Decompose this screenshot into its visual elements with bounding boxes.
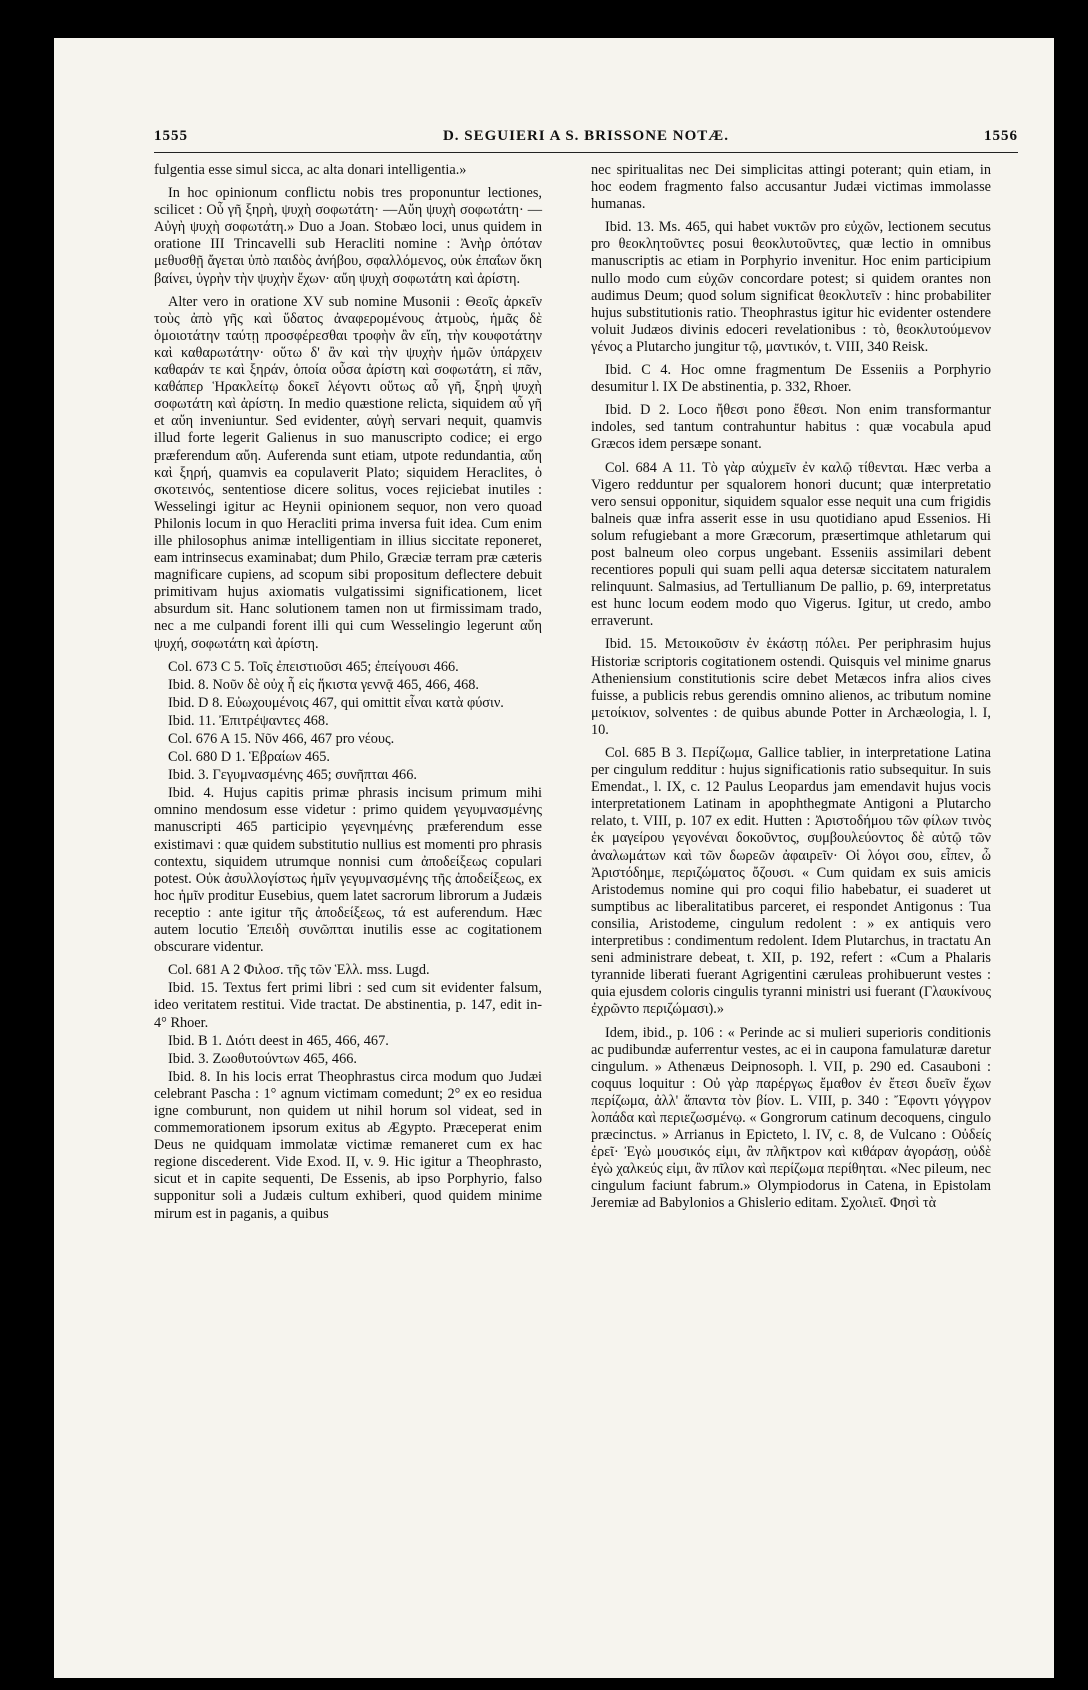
running-title: D. SEGUIERI A S. BRISSONE NOTÆ. [442, 128, 730, 144]
page-number-right: 1556 [984, 128, 1018, 144]
note-entry: Ibid. 8. Νοῦν δὲ οὐχ ἧ εἰς ἥκιστα γεννᾷ 465, 466, 468. [168, 676, 479, 693]
note-entry: Col. 684 A 11. Τὸ γὰρ αὐχμεῖν ἐν καλῷ τίθενται. Hæc verba a Vigero redduntur per squalorem honori ducunt; quæ interpretatio vero sensui opponitur, siquidem squalor esse nequit una cum frigidis balneis quæ infra asserit esse in usu quotidiano apud Essenios. Hi solum refugiebant a more Græcorum, præsertimque athletarum qui post balneum oleo corpus ungebant. Esseniis assimilari debent recentiores populi qui suam pelli aqua detersæ siccitatem naturalem relinquunt. Salmasius, ad Tertullianum De pallio, p. 69, interpretatus est hunc locum eodem modo quo Vigerus. Igitur, ut credo, ambo erraverunt. [591, 459, 991, 630]
paragraph: fulgentia esse simul sicca, ac alta donari intelligentia.» [154, 162, 467, 178]
running-header [154, 126, 1018, 153]
note-entry: Ibid. B 1. Διότι deest in 465, 466, 467. [168, 1032, 389, 1049]
page [54, 38, 1054, 1678]
note-entry: Ibid. D 8. Εὐωχουμένοις 467, qui omittit εἶναι κατὰ φύσιν. [168, 694, 504, 711]
note-entry: Ibid. 15. Μετοικοῦσιν ἐν ἑκάστῃ πόλει. Per periphrasim hujus Historiæ scriptoris cogitationem ostendi. Quisquis vel minime gnarus Atheniensium constitutionis scire debet Metæcos infra alios cives fuisse, a publicis rebus gerendis omnino alienos, ac tributum nomine μετοίκιον, solventes : de quibus abunde Potter in Archæologia, l. I, 10. [591, 636, 991, 738]
note-entry: Ibid. 8. In his locis errat Theophrastus circa modum quo Judæi celebrant Pascha : 1° agnum victimam comedunt; 2° ex eo residua igne comburunt, non quidem ut nihil horum sol videat, sed in commemorationem ipsorum exitus ab Ægypto. Præceperat enim Deus ne quidquam immolatæ victimæ remaneret cum ex hac regione discederent. Vide Exod. II, v. 9. Hic igitur a Theophrasto, sicut et in capite sequenti, De Essenis, ab ipso Porphyrio, falso supponitur soli a Judæis cultum exhiberi, quod quidem minime mirum est in paganis, a quibus [154, 1068, 542, 1222]
note-entry: Ibid. 11. Ἐπιτρέψαντες 468. [168, 712, 329, 729]
note-entry: Ibid. 3. Ζωοθυτούντων 465, 466. [168, 1050, 357, 1067]
note-entry: Col. 685 B 3. Περίζωμα, Gallice tablier, in interpretatione Latina per cingulum redditur : hujus significationis ratio subsequitur. In suis Emendat., l. IX, c. 12 Paulus Leopardus jam emendavit hujus vocis interpretationem Latinam in apophthegmate Antigoni a Plutarcho relato, t. VIII, p. 107 ex edit. Hutten : Ἀριστοδήμου τῶν φίλων τινὸς ἐκ μαγείρου γεγονέναι δοκοῦντος, συμβουλεύοντος δὲ αὐτῷ τῶν ἀναλωμάτων καὶ τῶν δωρεῶν ἀφαιρεῖν· Οἱ λόγοι σου, εἶπεν, ὦ Ἀριστόδημε, περιζώματος ὄζουσι. « Cum quidam ex suis amicis Aristodemus nomine qui pro coqui filio habebatur, ei suaderet ut sumptibus ac liberalitatibus parceret, ei respondet Antigonus : Tua consilia, Aristodeme, cingulum redolent : » ex antiquis vero interpretibus : condimentum redolent. Idem Plutarchus, in tractatu An seni administrare debeat, t. XII, p. 192, refert : «Cum a Phalaris tyrannide liberati fuerant Agrigentini cæruleas prohibuerunt vestes : quia ejusdem coloris cingulis tyranni ministri usi fuerant (Γλαυκίνους ἐχρῶντο περιζώμασι).» [591, 745, 991, 1018]
note-entry: Col. 673 C 5. Τοῖς ἐπειστιοῦσι 465; ἐπείγουσι 466. [168, 658, 459, 675]
note-entry: Ibid. C 4. Hoc omne fragmentum De Esseniis a Porphyrio desumitur l. IX De abstinentia, p. 332, Rhoer. [591, 362, 991, 396]
note-entry: Col. 676 A 15. Νῦν 466, 467 pro νέους. [168, 731, 395, 747]
note-entry: Col. 680 D 1. Ἑβραίων 465. [168, 749, 330, 766]
note-entry: Idem, ibid., p. 106 : « Perinde ac si mulieri superioris conditionis ac pudibundæ auferrentur vestes, ac ei in caupona famulaturæ daretur cingulum. » Athenæus Deipnosoph. l. VII, p. 290 ed. Casauboni : coquus loquitur : Οὐ γὰρ παρέργως ἔμαθον ἐν ἔτεσι δυεῖν ἔχων περίζωμα, ἀλλ' ἅπαντα τὸν βίον. L. VIII, p. 340 : Ἔφοντι γόγγρον λοπάδα καὶ περιεζωσμένῳ. « Gongrorum catinum decoquens, cingulo præcinctus. » Arrianus in Epicteto, l. IV, c. 8, de Vulcano : Οὐδείς ἐρεῖ· Ἐγὼ μουσικός εἰμι, ἂν πλῆκτρον καὶ κιθάραν ἀγοράσῃ, οὐδὲ ἐγὼ χαλκεύς εἰμι, ἂν πῖλον καὶ περίζωμα περίθηται. «Nec pileum, nec cingulum faciunt fabrum.» Olympiodorus in Catena, in Epistolam Jeremiæ ad Babylonios a Ghislerio editam. Σχολιεῖ. Φησὶ τὰ [591, 1024, 991, 1212]
paragraph: nec spiritualitas nec Dei simplicitas attingi poterant; quin etiam, in hoc eodem fragmento falso accusantur Judæi victimas immolasse humanas. [591, 162, 991, 213]
paragraph: In hoc opinionum conflictu nobis tres proponuntur lectiones, scilicet : Οὗ γῆ ξηρὴ, ψυχὴ σοφωτάτη· —Αὔη ψυχὴ σοφωτάτη· — Αὐγὴ ψυχὴ σοφωτάτη.» Duo a Joan. Stobæo loci, unus quidem in oratione III Trincavelli sub Heracliti nomine : Ἀνὴρ ὁπόταν μεθυσθῇ ἄγεται ὑπὸ παιδὸς ἀνήβου, σφαλλόμενος, οὐκ ἐπαΐων ὅκη βαίνει, ὑγρὴν τὴν ψυχὴν ἔχων· αὔη ψυχὴ σοφωτάτη καὶ ἀρίστη. [154, 185, 542, 287]
note-entry: Ibid. 15. Textus fert primi libri : sed cum sit evidenter falsum, ideo veritatem restitui. Vide tractat. De abstinentia, p. 147, edit in-4° Rhoer. [154, 980, 542, 1031]
note-entry: Ibid. 3. Γεγυμνασμένης 465; συνῆπται 466. [168, 767, 417, 784]
paragraph: Alter vero in oratione XV sub nomine Musonii : Θεοῖς ἀρκεῖν τοὺς ἀπὸ γῆς καὶ ὕδατος ἀναφερομένους ἀτμοὺς, ἡμᾶς δὲ ὁμοιοτάτην ταύτῃ προσφέρεσθαι τροφὴν ἂν εἴη, τὴν κουφοτάτην καὶ καθαρωτάτην· οὕτω δ' ἂν καὶ τὴν ψυχὴν ἡμῶν ὑπάρχειν καθαράν τε καὶ ξηράν, ὁποία οὖσα ἀρίστη καὶ σοφωτάτη, εἰ πᾶν, καθάπερ Ἡρακλείτῳ δοκεῖ λέγοντι οὕτως αὖ γῆ, ξηρὴ ψυχὴ σοφωτάτη καὶ ἀρίστη. In medio quæstione relicta, siquidem αὖ γῆ et αὔη inveniuntur. Sed evidenter, αὐγὴ servari nequit, quamvis illud forte legerit Galienus in suo manuscripto codice; ei ergo præferendum αὔη. Auferenda sunt etiam, utpote redundantia, αὔη καὶ ξηρή, quamvis ea copulaverit Plato; siquidem Heraclites, ὁ σκοτεινός, sententiose dicere solitus, voces rejiciebat inutiles : Wesselingi igitur ac Heynii opinionem sequor, non vero quoad Philonis locum in quo Heracliti prima inversa fuit idea. Cum enim ille philosophus animæ intelligentiam in illius siccitate reponeret, eam intrinsecus examinabat; dum Philo, Græciæ terram præ cæteris magnificare cupiens, ad scopum sibi propositum deflectere debuit primitivam hujus axiomatis vulgatissimi significationem, licet absurdum sit. Hanc solutionem tamen non ut firmissimam trado, nec a me culpandi forent illi qui cum Wesselingio legerunt αὔη ψυχή, σοφωτάτη καὶ ἀρίστη. [154, 293, 542, 652]
note-entry: Ibid. D 2. Loco ἤθεσι pono ἔθεσι. Non enim transformantur indoles, sed tantum contrahuntur habitus : quæ vocabula apud Græcos idem persæpe sonant. [591, 402, 991, 453]
left-column [154, 162, 542, 1229]
note-entry: Col. 681 A 2 Φιλοσ. τῆς τῶν Ἑλλ. mss. Lugd. [168, 962, 430, 979]
note-entry: Ibid. 4. Hujus capitis primæ phrasis incisum primum mihi omnino mendosum esse videtur : primo quidem γεγυμνασμένης manuscripti 465 participio γεγενημένης præferendum esse existimavi : quæ quidem substitutio nullius est momenti pro phrasis contextu, siquidem utrumque nonnisi cum ἀποδείξεως copulari potest. Οὐκ ἀσυλλογίστως ἡμῖν γεγυμνασμένης τῆς ἀποδείξεως, ex hoc ἡμῖν proditur Eusebius, quem latet sacrorum librorum a Judæis receptio : ante igitur τῆς ἀποδείξεως, τά est auferendum. Hæc autem locutio Ἐπειδὴ συνῶπται inutilis esse ac cogitationem obscurare videntur. [154, 785, 542, 956]
note-entry: Ibid. 13. Ms. 465, qui habet νυκτῶν pro εὐχῶν, lectionem secutus pro θεοκλητοῦντες posui θεοκλυτοῦντες, quæ lectio in omnibus manuscriptis ac etiam in Porphyrio invenitur. Hoc enim participium nullo modo cum εὐχῶν concordare potest; si quidem orantes non audimus Deum; quod solum significat θεοκλυτεῖν : hinc probabiliter hujus substitutionis ratio. Theophrastus igitur hic evidenter ostendere voluit Judæos divinis edoceri revelationibus : τὸ, θεοκλυτούμενον γένος a Plutarcho jungitur τῷ, μαντικόν, t. VIII, 340 Reisk. [591, 219, 991, 355]
page-number-left: 1555 [154, 128, 188, 144]
right-column [591, 162, 991, 1219]
